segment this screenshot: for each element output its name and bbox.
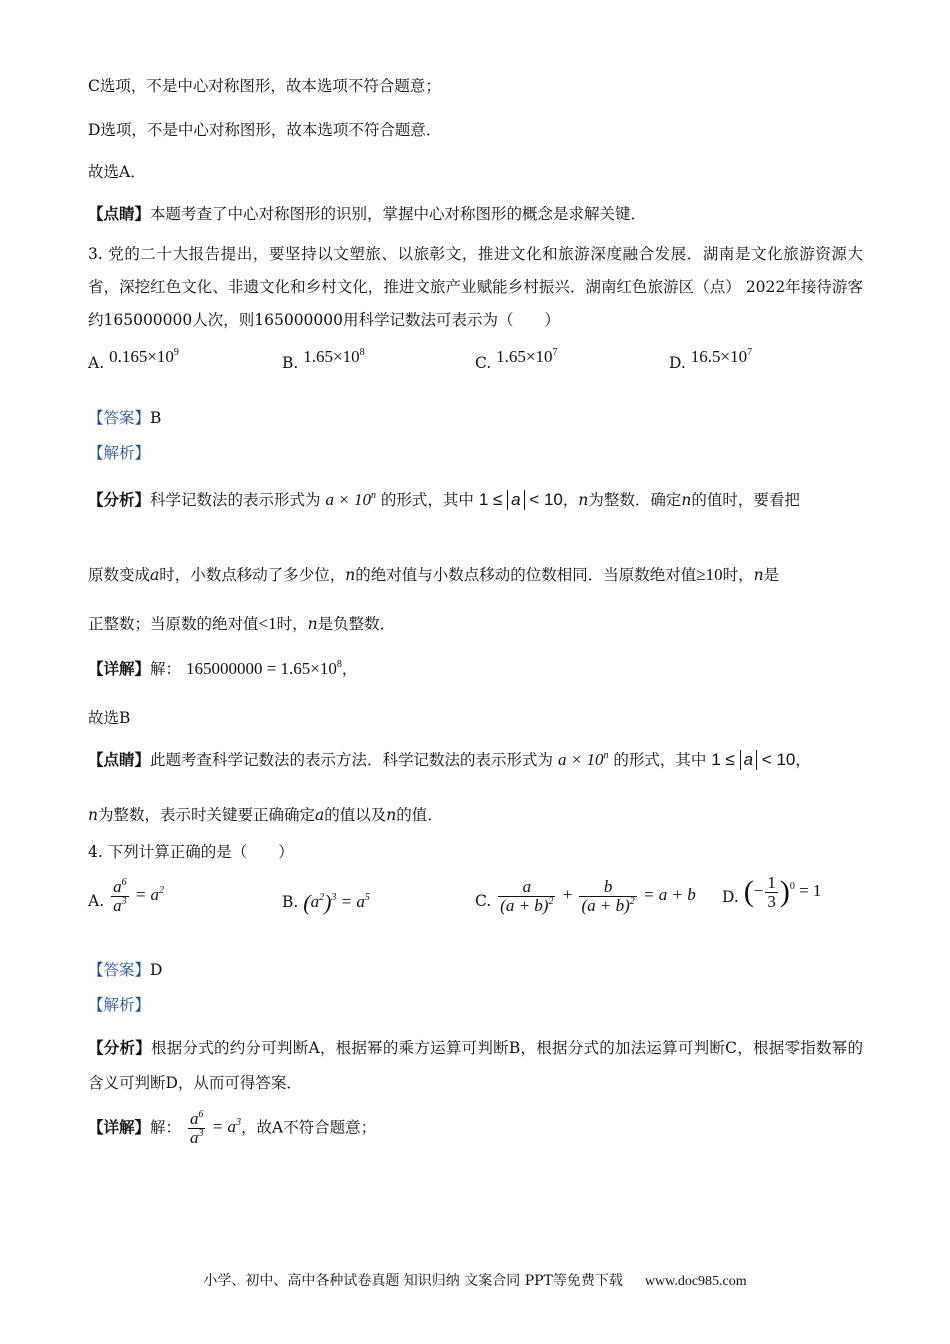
q3-fenxi-line3: 正整数；当原数的绝对值<1时，n是负整数． bbox=[88, 614, 396, 633]
q3-option-d[interactable] bbox=[669, 347, 753, 372]
q4-jiexi-tag: 【解析】 bbox=[88, 996, 151, 1014]
select-line: 故选A． bbox=[88, 163, 146, 181]
q3-jiexi-tag: 【解析】 bbox=[88, 444, 151, 462]
q4-option-c[interactable]: C. $\frac{a}{(a + b)^2}$ + $\frac{b}{(a + b)^2}$ = a + b bbox=[475, 877, 696, 915]
option-value: $1.65\times 10^8$ bbox=[303, 347, 365, 366]
q3-dianjing-line2: n为整数，表示时关键要正确确定a的值以及n的值． bbox=[88, 806, 443, 824]
option-label: D. bbox=[669, 354, 686, 372]
dianjing-tag: 【点睛】 bbox=[88, 204, 151, 223]
sci-form: $a \times 10^n$ bbox=[325, 490, 376, 509]
dianjing-text: 本题考查了中心对称图形的识别，掌握中心对称图形的概念是求解关键． bbox=[150, 205, 647, 223]
q4-option-d[interactable]: D. (− $\frac{1}{3}$ )$^0$ = 1 bbox=[722, 873, 822, 911]
footer-text: 小学、初中、高中各种试卷真题 知识归纳 文案合同 PPT等免费下载 bbox=[203, 1273, 623, 1289]
footer-url[interactable]: www.doc985.com bbox=[644, 1274, 747, 1289]
option-b-formula: $(a^2)^3 = a^5$ bbox=[303, 890, 370, 916]
dianjing-line bbox=[88, 204, 646, 224]
q3-stem: 3. 党的二十大报告提出，要坚持以文塑旅、以旅彰文，推进文化和旅游深度融合发展．湖南是文化旅游资源大省，深挖红色文化、非遗文化和乡村文化，推进文旅产业赋能乡村振兴．湖南红色旅游区（点） 2022年接待游客约165000000人次，则165000000用科学记数法可表示为（ ） bbox=[88, 245, 863, 329]
option-value: $0.165\times 10^9$ bbox=[109, 347, 179, 366]
option-label: A. bbox=[88, 354, 105, 372]
q3-option-c[interactable] bbox=[475, 347, 558, 372]
q3-fenxi-line1: 【分析】科学记数法的表示形式为 $a \times 10^n$ 的形式，其中 1 ≤ a < 10，n为整数．确定n的值时，要看把 bbox=[88, 490, 800, 509]
q3-answer bbox=[88, 408, 161, 428]
option-c-explanation: C选项，不是中心对称图形，故本选项不符合题意； bbox=[88, 77, 441, 95]
q4-fenxi: 【分析】根据分式的约分可判断A，根据幂的乘方运算可判断B，根据分式的加法运算可判断C，根据零指数幂的含义可判断D，从而可得答案． bbox=[88, 1038, 863, 1092]
q3-option-a[interactable] bbox=[88, 347, 179, 372]
option-label: B. bbox=[282, 354, 299, 372]
page-footer bbox=[0, 1270, 950, 1290]
q4-xiangjie: 【详解】解： $\frac{a^6}{a^3}$ = $a^3$，故A不符合题意； bbox=[88, 1109, 377, 1147]
option-a-formula: $\frac{a^6}{a^3}$ = $a^2$ bbox=[113, 877, 165, 915]
q3-fenxi-line2: 原数变成a时，小数点移动了多少位，n的绝对值与小数点移动的位数相同．当原数绝对值≥10时，n是 bbox=[88, 565, 780, 584]
q4-option-a[interactable]: A. $\frac{a^6}{a^3}$ = $a^2$ bbox=[88, 877, 165, 915]
range: 1 ≤ a < 10 bbox=[478, 490, 563, 509]
option-value: $16.5\times 10^7$ bbox=[690, 347, 753, 366]
option-value: $1.65\times 10^7$ bbox=[496, 347, 558, 366]
q3-dianjing-line1: 【点睛】此题考查科学记数法的表示方法．科学记数法的表示形式为 $a \times 10^n$ 的形式，其中 1 ≤ a < 10， bbox=[88, 750, 811, 769]
answer-value: B bbox=[150, 409, 162, 427]
q4-stem: 4. 下列计算正确的是（ ） bbox=[88, 843, 294, 861]
answer-tag: 【答案】 bbox=[88, 409, 151, 427]
xiangjie-formula: $\frac{a^6}{a^3}$ = $a^3$ bbox=[189, 1109, 241, 1147]
q3-xiangjie: 【详解】解： $165000000 = 1.65\times 10^8$， bbox=[88, 659, 358, 678]
option-d-formula: (− $\frac{1}{3}$ )$^0$ = 1 bbox=[743, 873, 822, 911]
q3-option-b[interactable] bbox=[282, 347, 365, 372]
q3-select: 故选B bbox=[88, 709, 131, 727]
q4-answer: 【答案】D bbox=[88, 961, 163, 979]
option-d-explanation: D选项，不是中心对称图形，故本选项不符合题意． bbox=[88, 121, 442, 139]
option-c-formula: $\frac{a}{(a + b)^2}$ + $\frac{b}{(a + b)^2}$ = a + b bbox=[500, 877, 696, 915]
option-label: C. bbox=[475, 354, 492, 372]
q4-option-b[interactable]: B. $(a^2)^3 = a^5$ bbox=[282, 890, 370, 916]
xiangjie-equation: $165000000 = 1.65\times 10^8$ bbox=[185, 659, 342, 678]
